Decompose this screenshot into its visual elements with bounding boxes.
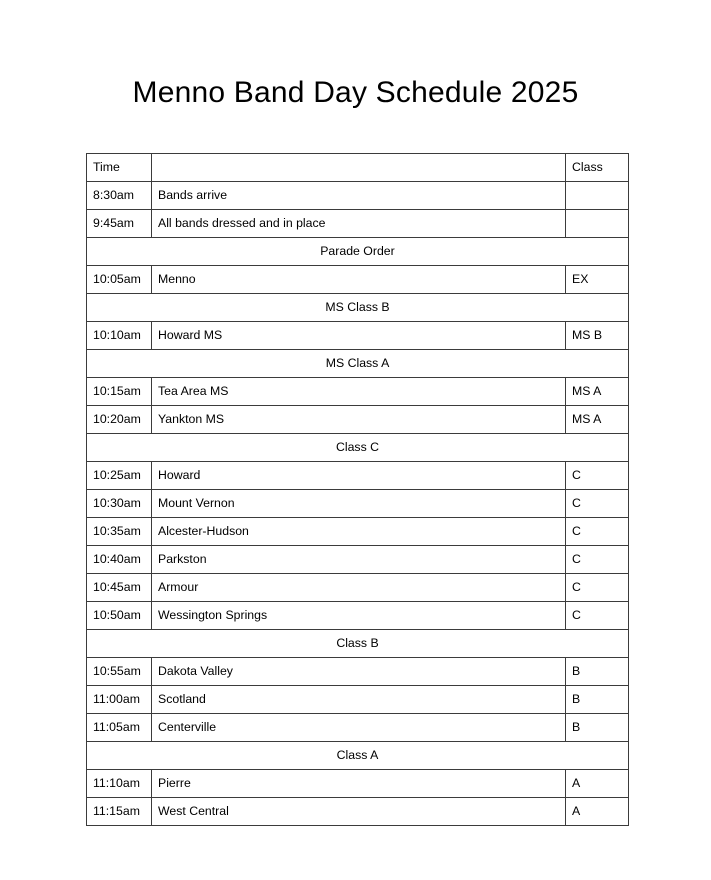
table-row — [87, 518, 629, 546]
event-cell: Bands arrive — [152, 182, 566, 210]
table-row — [87, 406, 629, 434]
time-cell: 11:05am — [87, 714, 152, 742]
table-row — [87, 210, 629, 238]
table-row — [87, 798, 629, 826]
event-cell: Dakota Valley — [152, 658, 566, 686]
event-cell: Armour — [152, 574, 566, 602]
time-cell: 10:25am — [87, 462, 152, 490]
event-cell: Howard MS — [152, 322, 566, 350]
event-cell: Menno — [152, 266, 566, 294]
header-time-cell: Time — [87, 154, 152, 182]
time-cell: 10:40am — [87, 546, 152, 574]
class-cell: MS A — [566, 406, 629, 434]
class-cell: C — [566, 602, 629, 630]
schedule-table — [86, 153, 629, 826]
time-cell: 8:30am — [87, 182, 152, 210]
time-cell: 10:35am — [87, 518, 152, 546]
time-cell: 11:15am — [87, 798, 152, 826]
event-cell: All bands dressed and in place — [152, 210, 566, 238]
class-cell: C — [566, 574, 629, 602]
time-cell: 10:15am — [87, 378, 152, 406]
table-row — [87, 182, 629, 210]
section-header-label: Parade Order — [87, 238, 629, 266]
class-cell: A — [566, 770, 629, 798]
time-cell: 11:00am — [87, 686, 152, 714]
section-header-row — [87, 294, 629, 322]
table-row — [87, 658, 629, 686]
header-class-cell: Class — [566, 154, 629, 182]
table-row — [87, 602, 629, 630]
table-row — [87, 714, 629, 742]
section-header-label: Class C — [87, 434, 629, 462]
event-cell: Tea Area MS — [152, 378, 566, 406]
event-cell: West Central — [152, 798, 566, 826]
event-cell: Mount Vernon — [152, 490, 566, 518]
event-cell: Yankton MS — [152, 406, 566, 434]
time-cell: 10:30am — [87, 490, 152, 518]
section-header-row — [87, 350, 629, 378]
page-title: Menno Band Day Schedule 2025 — [132, 76, 579, 109]
event-cell: Alcester-Hudson — [152, 518, 566, 546]
time-cell: 10:10am — [87, 322, 152, 350]
class-cell: A — [566, 798, 629, 826]
table-row — [87, 462, 629, 490]
section-header-row — [87, 742, 629, 770]
class-cell — [566, 182, 629, 210]
table-header-row — [87, 154, 629, 182]
table-row — [87, 574, 629, 602]
section-header-row — [87, 630, 629, 658]
event-cell: Pierre — [152, 770, 566, 798]
class-cell — [566, 210, 629, 238]
class-cell: B — [566, 658, 629, 686]
class-cell: EX — [566, 266, 629, 294]
section-header-label: Class B — [87, 630, 629, 658]
table-row — [87, 686, 629, 714]
table-row — [87, 490, 629, 518]
header-event-cell — [152, 154, 566, 182]
event-cell: Scotland — [152, 686, 566, 714]
table-row — [87, 546, 629, 574]
table-row — [87, 266, 629, 294]
time-cell: 10:05am — [87, 266, 152, 294]
class-cell: MS A — [566, 378, 629, 406]
class-cell: C — [566, 518, 629, 546]
event-cell: Parkston — [152, 546, 566, 574]
time-cell: 9:45am — [87, 210, 152, 238]
time-cell: 10:45am — [87, 574, 152, 602]
event-cell: Wessington Springs — [152, 602, 566, 630]
schedule-table-body — [87, 154, 629, 826]
section-header-label: MS Class A — [87, 350, 629, 378]
time-cell: 10:50am — [87, 602, 152, 630]
table-row — [87, 770, 629, 798]
section-header-row — [87, 238, 629, 266]
time-cell: 10:55am — [87, 658, 152, 686]
section-header-label: MS Class B — [87, 294, 629, 322]
section-header-row — [87, 434, 629, 462]
class-cell: MS B — [566, 322, 629, 350]
class-cell: C — [566, 490, 629, 518]
class-cell: C — [566, 546, 629, 574]
event-cell: Centerville — [152, 714, 566, 742]
time-cell: 11:10am — [87, 770, 152, 798]
class-cell: C — [566, 462, 629, 490]
class-cell: B — [566, 686, 629, 714]
time-cell: 10:20am — [87, 406, 152, 434]
section-header-label: Class A — [87, 742, 629, 770]
class-cell: B — [566, 714, 629, 742]
table-row — [87, 378, 629, 406]
table-row — [87, 322, 629, 350]
event-cell: Howard — [152, 462, 566, 490]
